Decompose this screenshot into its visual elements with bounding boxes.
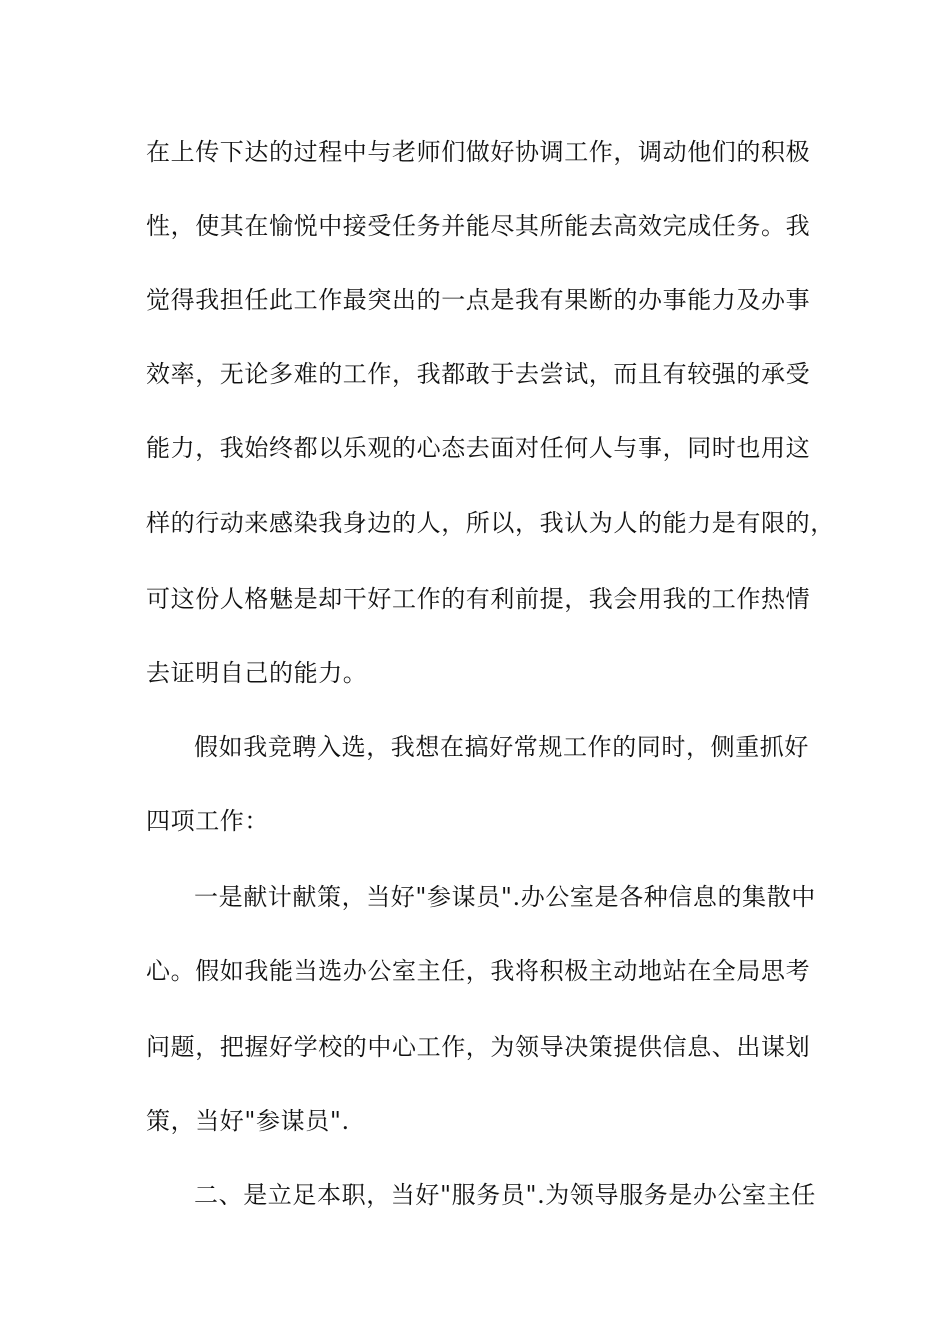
text-line-12: 心。假如我能当选办公室主任，我将积极主动地站在全局思考 <box>146 957 811 985</box>
text-line-13: 问题，把握好学校的中心工作，为领导决策提供信息、出谋划 <box>146 1033 811 1061</box>
text-line-2: 性，使其在愉悦中接受任务并能尽其所能去高效完成任务。我 <box>146 212 811 240</box>
paragraph-start-line: 二、是立足本职，当好"服务员".为领导服务是办公室主任 <box>194 1181 816 1209</box>
text-line-7: 可这份人格魅是却干好工作的有利前提，我会用我的工作热情 <box>146 585 811 613</box>
text-line-3: 觉得我担任此工作最突出的一点是我有果断的办事能力及办事 <box>146 286 811 314</box>
text-line-6: 样的行动来感染我身边的人，所以，我认为人的能力是有限的， <box>146 509 835 537</box>
text-line-4: 效率，无论多难的工作，我都敢于去尝试，而且有较强的承受 <box>146 360 811 388</box>
text-line-14: 策，当好"参谋员". <box>146 1107 350 1135</box>
text-line-8: 去证明自己的能力。 <box>146 659 368 687</box>
text-line-10: 四项工作： <box>146 807 269 835</box>
paragraph-start-line: 假如我竞聘入选，我想在搞好常规工作的同时，侧重抓好 <box>194 733 809 761</box>
text-line-1: 在上传下达的过程中与老师们做好协调工作，调动他们的积极 <box>146 138 811 166</box>
paragraph-start-line: 一是献计献策，当好"参谋员".办公室是各种信息的集散中 <box>194 883 816 911</box>
text-line-5: 能力，我始终都以乐观的心态去面对任何人与事，同时也用这 <box>146 434 811 462</box>
